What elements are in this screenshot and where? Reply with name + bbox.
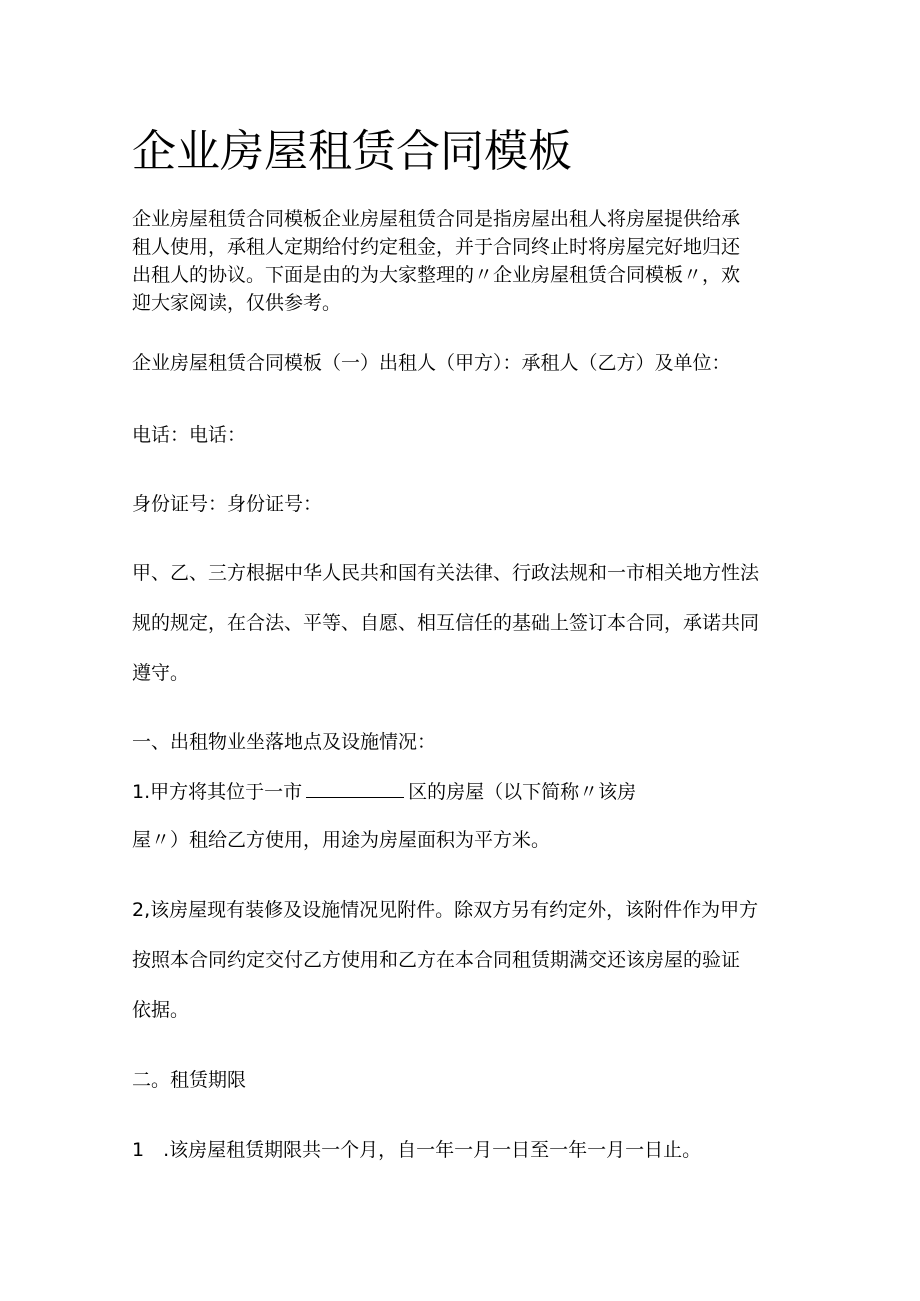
blank-underline (306, 779, 404, 798)
parties-line: 企业房屋租赁合同模板（一）出租人（甲方）：承租人（乙方）及单位： (132, 352, 731, 374)
intro-line: 迎大家阅读，仅供参考。 (132, 292, 342, 314)
section-2-heading: 二。租赁期限 (132, 1069, 247, 1091)
intro-line: 出租人的协议。下面是由的为大家整理的〃企业房屋租赁合同模板〃，欢 (132, 264, 741, 286)
item-1-text-a: 1.甲方将其位于一市 (132, 781, 303, 803)
id-number-line: 身份证号：身份证号： (132, 493, 323, 515)
intro-line: 租人使用，承租人定期给付约定租金，并于合同终止时将房屋完好地归还 (132, 236, 741, 258)
preamble-line: 遵守。 (132, 662, 190, 684)
item-2-paragraph (132, 885, 792, 1035)
intro-line: 企业房屋租赁合同模板企业房屋租赁合同是指房屋出租人将房屋提供给承 (132, 208, 741, 230)
term-item: 1 .该房屋租赁期限共一个月，自一年一月一日至一年一月一日止。 (132, 1139, 702, 1161)
phone-line: 电话：电话： (132, 424, 247, 446)
item-1-line-2: 屋〃）租给乙方使用，用途为房屋面积为平方米。 (132, 829, 551, 851)
item-1-line-1 (132, 778, 792, 806)
item-2-line: 依据。 (132, 999, 190, 1021)
preamble-paragraph (132, 548, 792, 698)
section-1-heading: 一、出租物业坐落地点及设施情况： (132, 731, 437, 753)
preamble-line: 甲、乙、三方根据中华人民共和国有关法律、行政法规和一市相关地方性法 (132, 562, 760, 584)
item-2-line: 按照本合同约定交付乙方使用和乙方在本合同租赁期满交还该房屋的验证 (132, 949, 741, 971)
preamble-line: 规的规定，在合法、平等、自愿、相互信任的基础上签订本合同，承诺共同 (132, 612, 760, 634)
item-2-line: 2,该房屋现有装修及设施情况见附件。除双方另有约定外，该附件作为甲方 (132, 899, 759, 921)
intro-paragraph (132, 205, 782, 317)
document-title: 企业房屋租赁合同模板 (132, 126, 572, 177)
item-1-text-b: 区的房屋（以下简称〃该房 (408, 781, 637, 803)
